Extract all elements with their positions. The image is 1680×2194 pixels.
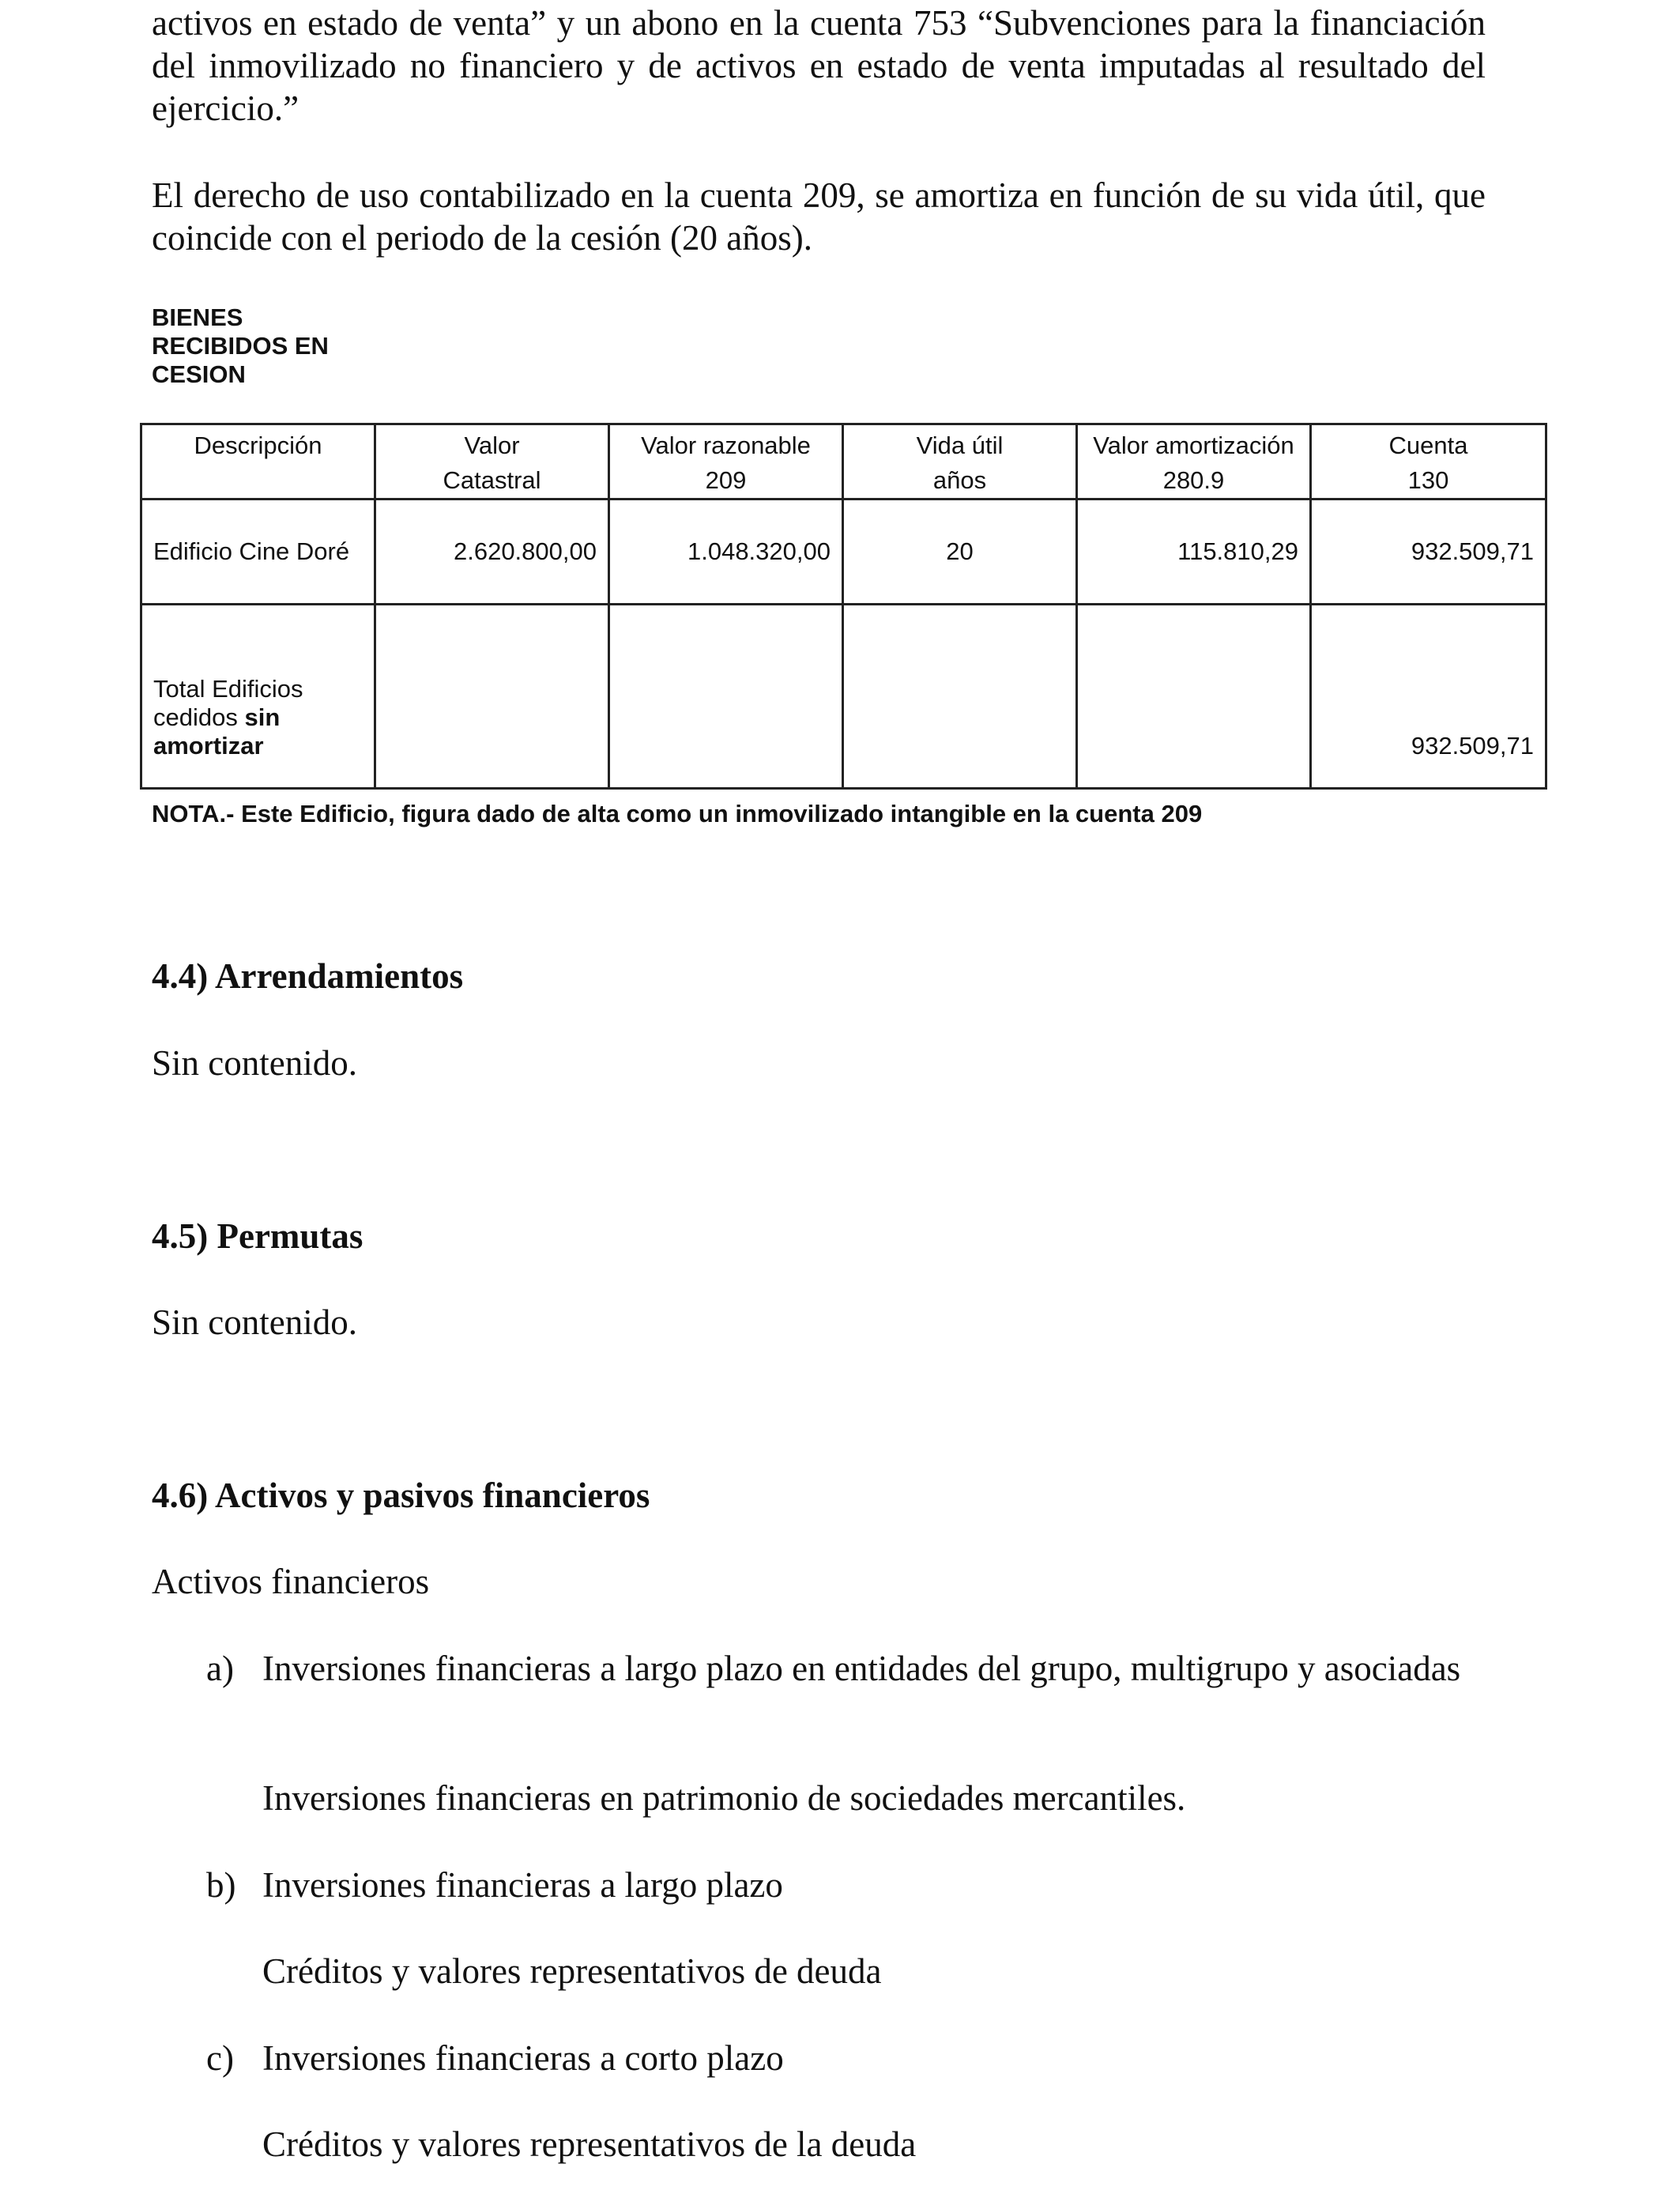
cell-cuenta: 932.509,71: [1311, 499, 1546, 605]
cell-total-cuenta: 932.509,71: [1311, 605, 1546, 789]
section-4-4-title: 4.4) Arrendamientos: [152, 956, 464, 996]
cell-empty: [843, 605, 1077, 789]
section-4-4-body: Sin contenido.: [152, 1043, 357, 1083]
table-row: [141, 499, 1546, 605]
total-label-line1: Total Edificios: [153, 675, 303, 703]
header-cuenta: [1311, 424, 1546, 499]
header-line1: Vida útil: [916, 432, 1004, 459]
section-4-5-body: Sin contenido.: [152, 1302, 357, 1342]
list-marker: a): [206, 1649, 234, 1688]
header-descripcion: [141, 424, 375, 499]
list-item: [207, 1864, 1486, 1906]
cell-valor-amortizacion: 115.810,29: [1077, 499, 1311, 605]
list-item-text: Inversiones financieras a largo plazo en entidades del grupo, multigrupo y asociadas: [262, 1649, 1461, 1688]
total-label-line2: cedidos: [153, 703, 245, 731]
list-item-text: Inversiones financieras a largo plazo: [262, 1865, 783, 1905]
section-4-6-title: 4.6) Activos y pasivos financieros: [152, 1476, 650, 1515]
bienes-title-line3: CESION: [152, 360, 246, 388]
bienes-table: [140, 423, 1547, 790]
cell-valor-catastral: 2.620.800,00: [375, 499, 609, 605]
table-header-row: [141, 424, 1546, 499]
cell-vida-util: 20: [843, 499, 1077, 605]
header-line1: Cuenta: [1388, 432, 1468, 459]
bienes-title-line1: BIENES: [152, 303, 243, 331]
section-4-5-title: 4.5) Permutas: [152, 1216, 363, 1256]
intro-paragraph-2: El derecho de uso contabilizado en la cuenta 209, se amortiza en función de su vida útil, que coincide con el periodo de la cesión (20 años).: [152, 175, 1486, 258]
header-line1: Valor: [464, 432, 520, 459]
header-line2: 130: [1407, 466, 1449, 494]
header-valor-catastral: [375, 424, 609, 499]
cell-total-label: [141, 605, 375, 789]
list-marker: b): [206, 1865, 236, 1905]
cell-descripcion: Edificio Cine Doré: [141, 499, 375, 605]
header-line2: Catastral: [443, 466, 541, 494]
total-label-bold-1: sin: [244, 703, 281, 731]
nota-text: NOTA.- Este Edificio, figura dado de alta como un inmovilizado intangible en la cuenta 209: [152, 800, 1203, 827]
header-line1: Valor amortización: [1093, 432, 1294, 459]
table-total-row: [141, 605, 1546, 789]
bienes-title: [152, 303, 329, 389]
list-item-detail: Inversiones financieras en patrimonio de sociedades mercantiles.: [262, 1778, 1186, 1818]
list-item-detail: Créditos y valores representativos de la deuda: [262, 2124, 917, 2164]
intro-paragraph-1: activos en estado de venta” y un abono en la cuenta 753 “Subvenciones para la financiación del inmovilizado no financiero y de activos en estado de venta imputadas al resultado del ejercicio.”: [152, 3, 1486, 128]
header-line2: años: [932, 466, 987, 494]
cell-valor-razonable: 1.048.320,00: [609, 499, 843, 605]
list-item: [207, 1647, 1486, 1690]
list-item-text: Inversiones financieras a corto plazo: [262, 2038, 784, 2078]
header-vida-util: [843, 424, 1077, 499]
header-line1: Valor razonable: [641, 432, 811, 459]
cell-empty: [609, 605, 843, 789]
section-4-6-body: Activos financieros: [152, 1562, 430, 1601]
list-item-detail: Créditos y valores representativos de deuda: [262, 1951, 882, 1991]
header-line2: 209: [705, 466, 747, 494]
list-marker: c): [206, 2038, 234, 2078]
cell-empty: [1077, 605, 1311, 789]
header-valor-amortizacion: [1077, 424, 1311, 499]
header-valor-razonable: [609, 424, 843, 499]
header-line2: 280.9: [1162, 466, 1225, 494]
total-label-bold-2: amortizar: [153, 732, 264, 760]
list-item: [207, 2037, 1486, 2079]
header-line1: Descripción: [194, 432, 322, 459]
bienes-title-line2: RECIBIDOS EN: [152, 332, 329, 360]
cell-empty: [375, 605, 609, 789]
